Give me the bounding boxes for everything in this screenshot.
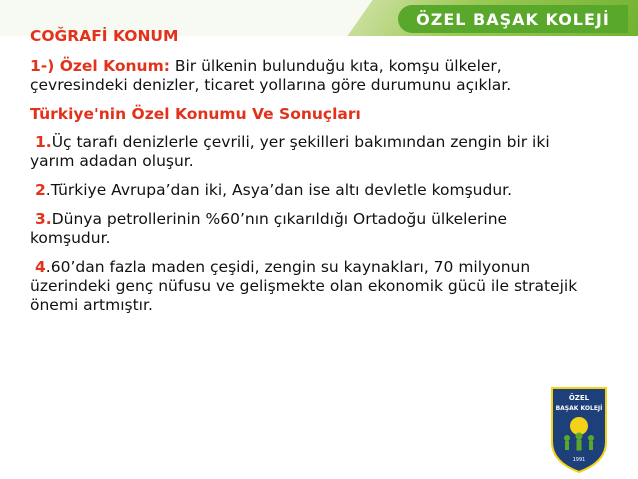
- list-item-4: [30, 258, 590, 315]
- item-number-3: 3.: [35, 210, 52, 228]
- item-text-3: Dünya petrollerinin %60’nın çıkarıldığı Ortadoğu ülkelerine komşudur.: [30, 210, 508, 247]
- definition-text: Bir ülkenin bulunduğu kıta, komşu ülkeler, çevresindeki denizler, ticaret yollarına göre durumunu açıklar.: [30, 57, 512, 94]
- emblem-name-text: BAŞAK KOLEJİ: [555, 405, 603, 412]
- item-text-4: .60’dan fazla maden çeşidi, zengin su kaynakları, 70 milyonun üzerindeki genç nüfusu ve gelişmekte olan ekonomik gücü ile stratejik önemi artmıştır.: [30, 258, 578, 314]
- list-item-1: [30, 133, 590, 171]
- list-item-2: [30, 181, 590, 200]
- brand-logo-text: ÖZEL BAŞAK KOLEJİ: [416, 9, 610, 29]
- definition-paragraph: [30, 57, 590, 95]
- school-emblem: [548, 386, 610, 474]
- list-item-3: [30, 210, 590, 248]
- item-text-1: Üç tarafı denizlerle çevrili, yer şekilleri bakımından zengin bir iki yarım adadan oluşur.: [30, 133, 550, 170]
- emblem-year-text: 1991: [572, 457, 586, 463]
- item-number-1: 1.: [35, 133, 52, 151]
- section-subtitle: Türkiye'nin Özel Konumu Ve Sonuçları: [30, 105, 361, 123]
- item-number-4: 4: [35, 258, 46, 276]
- item-number-2: 2: [35, 181, 46, 199]
- slide-content: [30, 27, 590, 325]
- slide-title: COĞRAFİ KONUM: [30, 27, 179, 45]
- item-text-2: .Türkiye Avrupa’dan iki, Asya’dan ise altı devletle komşudur.: [45, 181, 513, 199]
- definition-label: 1-) Özel Konum:: [30, 57, 170, 75]
- emblem-sun-icon: [570, 417, 588, 435]
- emblem-top-text: ÖZEL: [568, 394, 590, 402]
